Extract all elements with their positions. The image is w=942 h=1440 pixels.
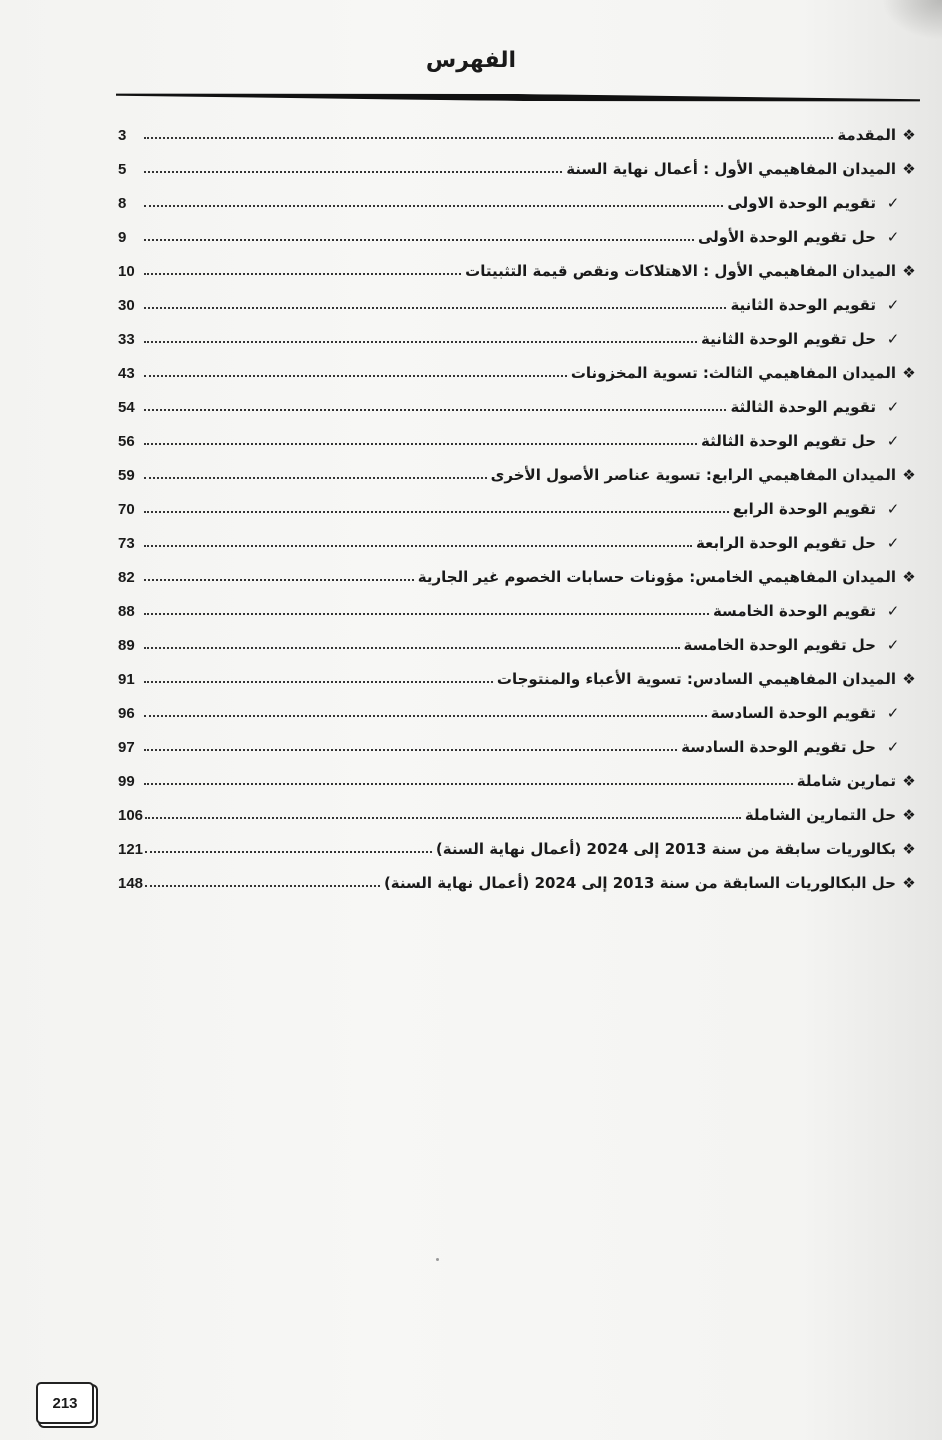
checkmark-icon: ✓ (886, 432, 900, 450)
toc-entry (118, 348, 918, 382)
toc-entry-page-number: 89 (118, 637, 135, 654)
toc-entry-page-number: 121 (118, 841, 144, 858)
diamond-bullet-icon: ❖ (902, 568, 916, 586)
dot-leader (144, 511, 729, 513)
toc-entry (118, 688, 918, 722)
dot-leader (144, 341, 697, 343)
toc-entry-page-number: 8 (118, 195, 127, 212)
toc-entry (118, 314, 918, 348)
toc-entry-page-number: 59 (118, 467, 135, 484)
toc-entry-label: بكالوريات سابقة من سنة 2013 إلى 2024 (أعمال نهاية السنة) (435, 840, 896, 858)
dot-leader (144, 545, 692, 547)
checkmark-icon: ✓ (886, 296, 900, 314)
dot-leader (144, 273, 461, 275)
dot-leader (144, 443, 697, 445)
diamond-bullet-icon: ❖ (902, 874, 916, 892)
diamond-bullet-icon: ❖ (902, 126, 916, 144)
toc-entry (118, 586, 918, 620)
dot-leader (144, 171, 562, 173)
toc-entry (118, 280, 918, 314)
dot-leader (144, 205, 723, 207)
toc-entry-page-number: 30 (118, 297, 135, 314)
diamond-bullet-icon: ❖ (902, 840, 916, 858)
diamond-bullet-icon: ❖ (902, 466, 916, 484)
dot-leader (145, 885, 380, 887)
diamond-bullet-icon: ❖ (902, 772, 916, 790)
toc-entry-page-number: 82 (118, 569, 135, 586)
diamond-bullet-icon: ❖ (902, 806, 916, 824)
toc-entry-label: حل التمارين الشاملة (744, 806, 896, 824)
toc-entry-label: تقويم الوحدة الخامسة (712, 602, 876, 620)
checkmark-icon: ✓ (886, 194, 900, 212)
toc-entry-page-number: 96 (118, 705, 135, 722)
toc-entry-label: تقويم الوحدة الاولى (727, 194, 876, 212)
toc-entry-label: تقويم الوحدة السادسة (710, 704, 876, 722)
dot-leader (144, 613, 709, 615)
dot-leader (144, 783, 793, 785)
title-underline (116, 91, 920, 104)
toc-entry (118, 518, 918, 552)
page-title: الفهرس (425, 48, 517, 73)
toc-entry-label: الميدان المفاهيمي الأول : الاهتلاكات ونقص قيمة التثبيتات (465, 262, 896, 280)
toc-entry (118, 620, 918, 654)
dot-leader (144, 137, 833, 139)
dot-leader (144, 307, 726, 309)
toc-entry-label: حل تقويم الوحدة السادسة (681, 738, 876, 756)
diamond-bullet-icon: ❖ (902, 364, 916, 382)
page-corner-shadow (882, 0, 942, 40)
diamond-bullet-icon: ❖ (902, 262, 916, 280)
toc-entry-page-number: 33 (118, 331, 135, 348)
toc-entry-page-number: 43 (118, 365, 135, 382)
toc-entry-label: الميدان المفاهيمي الرابع: تسوية عناصر الأصول الأخرى (490, 466, 896, 484)
toc-entry-label: تمارين شاملة (796, 772, 896, 790)
toc-entry (118, 178, 918, 212)
toc-entry-page-number: 9 (118, 229, 127, 246)
toc-entry-label: حل تقويم الوحدة الأولى (697, 228, 876, 246)
toc-entry (118, 246, 918, 280)
toc-entry-label: الميدان المفاهيمي الثالث: تسوية المخزونات (570, 364, 896, 382)
dot-leader (144, 681, 493, 683)
paper-speck (436, 1258, 439, 1261)
toc-entry-page-number: 56 (118, 433, 135, 450)
table-of-contents (118, 110, 918, 892)
toc-entry-label: المقدمة (837, 126, 896, 144)
toc-entry (118, 382, 918, 416)
dot-leader (144, 749, 677, 751)
toc-entry (118, 824, 918, 858)
toc-entry (118, 416, 918, 450)
toc-entry (118, 552, 918, 586)
toc-entry-page-number: 97 (118, 739, 135, 756)
toc-entry (118, 722, 918, 756)
toc-entry-page-number: 99 (118, 773, 135, 790)
toc-entry-page-number: 54 (118, 399, 135, 416)
toc-entry (118, 484, 918, 518)
toc-entry-label: الميدان المفاهيمي السادس: تسوية الأعباء والمنتوجات (496, 670, 896, 688)
toc-entry-page-number: 88 (118, 603, 135, 620)
diamond-bullet-icon: ❖ (902, 160, 916, 178)
toc-entry-label: حل تقويم الوحدة الثانية (701, 330, 876, 348)
toc-entry-page-number: 91 (118, 671, 135, 688)
dot-leader (144, 715, 707, 717)
toc-entry (118, 756, 918, 790)
checkmark-icon: ✓ (886, 636, 900, 654)
toc-entry-label: تقويم الوحدة الرابع (732, 500, 876, 518)
toc-entry-page-number: 5 (118, 161, 127, 178)
page-number: 213 (52, 1394, 78, 1412)
dot-leader (144, 409, 726, 411)
toc-entry-label: حل تقويم الوحدة الثالثة (701, 432, 876, 450)
checkmark-icon: ✓ (886, 534, 900, 552)
toc-entry-label: حل تقويم الوحدة الخامسة (683, 636, 876, 654)
checkmark-icon: ✓ (886, 228, 900, 246)
toc-entry-label: تقويم الوحدة الثانية (730, 296, 876, 314)
toc-entry-label: الميدان المفاهيمي الخامس: مؤونات حسابات الخصوم غير الجارية (417, 568, 896, 586)
toc-entry-page-number: 148 (118, 875, 144, 892)
toc-entry (118, 858, 918, 892)
toc-entry (118, 144, 918, 178)
diamond-bullet-icon: ❖ (902, 670, 916, 688)
toc-entry (118, 790, 918, 824)
checkmark-icon: ✓ (886, 398, 900, 416)
toc-entry-page-number: 106 (118, 807, 144, 824)
toc-entry-label: تقويم الوحدة الثالثة (730, 398, 876, 416)
checkmark-icon: ✓ (886, 704, 900, 722)
toc-entry (118, 654, 918, 688)
toc-entry-page-number: 73 (118, 535, 135, 552)
dot-leader (144, 579, 414, 581)
dot-leader (145, 817, 741, 819)
toc-entry-page-number: 3 (118, 127, 127, 144)
page-number-box (36, 1382, 94, 1424)
checkmark-icon: ✓ (886, 602, 900, 620)
toc-entry-label: حل تقويم الوحدة الرابعة (695, 534, 876, 552)
toc-entry (118, 450, 918, 484)
dot-leader (144, 647, 680, 649)
checkmark-icon: ✓ (886, 738, 900, 756)
toc-entry-label: الميدان المفاهيمي الأول : أعمال نهاية السنة (566, 160, 896, 178)
dot-leader (145, 851, 432, 853)
toc-entry-page-number: 10 (118, 263, 135, 280)
checkmark-icon: ✓ (886, 500, 900, 518)
toc-entry-label: حل البكالوريات السابقة من سنة 2013 إلى 2024 (أعمال نهاية السنة) (383, 874, 896, 892)
dot-leader (144, 239, 694, 241)
toc-entry-page-number: 70 (118, 501, 135, 518)
checkmark-icon: ✓ (886, 330, 900, 348)
dot-leader (144, 375, 567, 377)
toc-entry (118, 110, 918, 144)
toc-entry (118, 212, 918, 246)
dot-leader (144, 477, 487, 479)
